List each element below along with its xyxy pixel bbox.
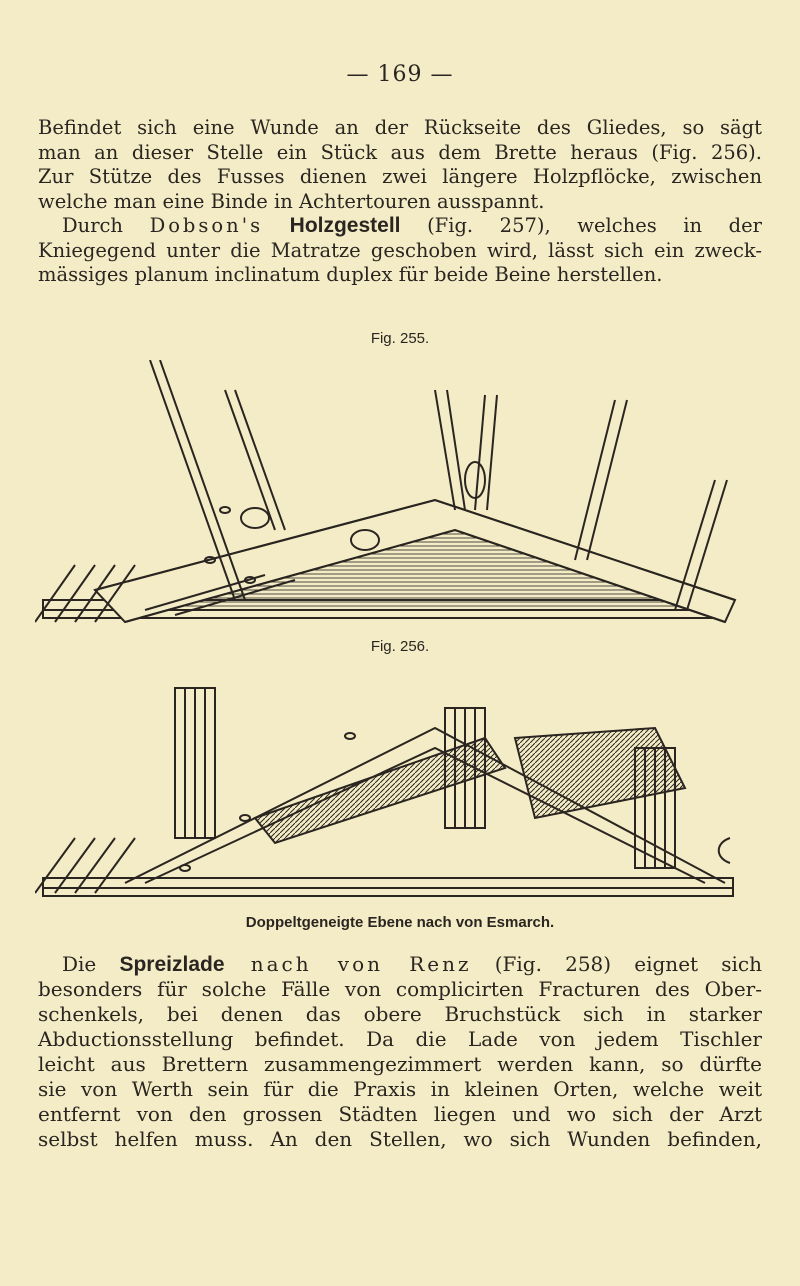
text-line: besonders für solche Fälle von complicirten Fracturen des Ober- bbox=[38, 977, 762, 1001]
figure-255-label: Fig. 255. bbox=[370, 330, 430, 347]
text-line: welche man eine Binde in Achtertouren ausspannt. bbox=[38, 189, 545, 213]
text-line: schenkels, bei denen das obere Bruchstück sich in starker bbox=[38, 1002, 762, 1026]
page-number: — 169 — bbox=[346, 62, 454, 87]
text-line: Zur Stütze des Fusses dienen zwei längere Holzpflöcke, zwischen bbox=[38, 165, 762, 188]
text-line: Abductionsstellung befindet. Da die Lade von jedem Tischler bbox=[38, 1027, 762, 1051]
term-emphasis: Holzgestell bbox=[289, 214, 401, 237]
text-fragment: (Fig. 258) eignet sich bbox=[471, 952, 762, 976]
text-line bbox=[38, 952, 762, 977]
paragraph-2 bbox=[38, 214, 762, 288]
figure-256-label: Fig. 256. bbox=[370, 638, 430, 655]
term-emphasis: Spreizlade bbox=[119, 953, 225, 976]
figure-255-illustration bbox=[35, 360, 765, 630]
text-line: selbst helfen muss. An den Stellen, wo sich Wunden befinden, bbox=[38, 1127, 762, 1151]
text-line bbox=[38, 214, 762, 239]
text-fragment: Die bbox=[62, 952, 120, 976]
text-line: Befindet sich eine Wunde an der Rückseite des Gliedes, so sägt bbox=[38, 116, 762, 139]
text-line: entfernt von den grossen Städten liegen und wo sich der Arzt bbox=[38, 1102, 762, 1126]
paragraph-1 bbox=[38, 116, 762, 214]
text-line: mässiges planum inclinatum duplex für beide Beine herstellen. bbox=[38, 263, 663, 286]
text-fragment: Durch bbox=[62, 214, 150, 237]
person-name: Dobson's bbox=[149, 214, 264, 237]
text-fragment: nach von bbox=[224, 952, 410, 976]
text-line: leicht aus Brettern zusammengezimmert werden kann, so dürfte bbox=[38, 1052, 762, 1076]
figure-256-illustration bbox=[35, 668, 765, 908]
text-fragment: (Fig. 257), welches in der bbox=[400, 214, 762, 237]
text-line: man an dieser Stelle ein Stück aus dem Brette heraus (Fig. 256). bbox=[38, 140, 762, 164]
figure-256-caption: Doppeltgeneigte Ebene nach von Esmarch. bbox=[245, 914, 555, 931]
text-line: Kniegegend unter die Matratze geschoben wird, lässt sich ein zweck- bbox=[38, 238, 762, 262]
paragraph-3 bbox=[38, 952, 762, 1152]
text-line: sie von Werth sein für die Praxis in kleinen Orten, welche weit bbox=[38, 1077, 762, 1101]
person-name: Renz bbox=[409, 952, 472, 976]
